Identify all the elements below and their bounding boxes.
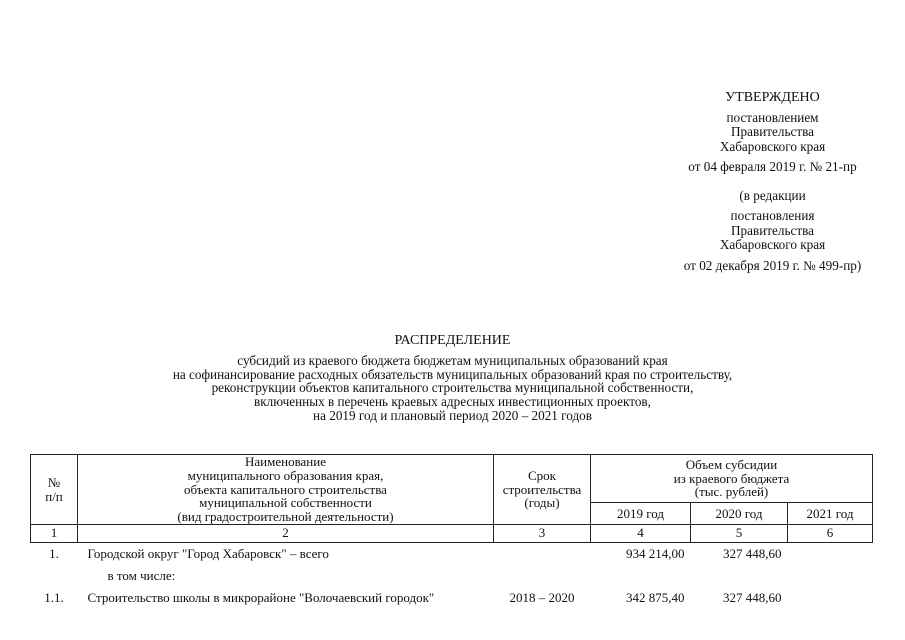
column-number: 3 bbox=[494, 525, 591, 543]
header-volume-line: (тыс. рублей) bbox=[694, 484, 769, 500]
row-number: 1. bbox=[49, 545, 59, 561]
row-period bbox=[494, 543, 591, 566]
column-number: 2 bbox=[78, 525, 494, 543]
edition-open: (в редакции bbox=[739, 187, 806, 203]
title-line: субсидий из краевого бюджета бюджетам муниципальных образований края bbox=[237, 352, 668, 368]
header-name bbox=[78, 455, 494, 525]
row-period: 2018 – 2020 bbox=[509, 589, 575, 605]
header-year-2019: 2019 год bbox=[591, 503, 691, 525]
header-period-line: (годы) bbox=[524, 495, 560, 511]
approval-decree-date: от 04 февраля 2019 г. № 21-пр bbox=[688, 159, 857, 175]
column-number: 4 bbox=[591, 525, 691, 543]
title-line: включенных в перечень краевых адресных инвестиционных проектов, bbox=[254, 394, 651, 410]
header-year-2021: 2021 год bbox=[788, 503, 873, 525]
title-line: на 2019 год и плановый период 2020 – 2021 годов bbox=[313, 408, 592, 424]
row-number bbox=[31, 565, 78, 587]
header-number bbox=[31, 455, 78, 525]
row-value-2019 bbox=[591, 565, 691, 587]
table-row bbox=[31, 587, 873, 609]
edition-date: от 02 декабря 2019 г. № 499-пр) bbox=[683, 257, 862, 273]
row-value-2019: 934 214,00 bbox=[626, 545, 685, 561]
column-numbers-row bbox=[31, 525, 873, 543]
row-value-2021 bbox=[788, 565, 873, 587]
edition-line3: Хабаровского края bbox=[719, 237, 826, 253]
row-value-2019: 342 875,40 bbox=[626, 589, 685, 605]
header-period-line: строительства bbox=[502, 481, 582, 497]
row-name: Городской округ "Город Хабаровск" – всего bbox=[87, 545, 329, 561]
table-row bbox=[31, 565, 873, 587]
edition-line1: постановления bbox=[730, 208, 815, 224]
approval-decree-line3: Хабаровского края bbox=[719, 138, 826, 154]
header-number-line: № bbox=[47, 474, 61, 490]
title-main: РАСПРЕДЕЛЕНИЕ bbox=[394, 333, 511, 348]
header-year-2020: 2020 год bbox=[691, 503, 788, 525]
row-value-2020: 327 448,60 bbox=[723, 589, 782, 605]
row-name: Строительство школы в микрорайоне "Волочаевский городок" bbox=[87, 589, 435, 605]
approval-decree-line1: постановлением bbox=[726, 109, 819, 125]
row-value-2021 bbox=[788, 587, 873, 609]
header-period bbox=[494, 455, 591, 525]
table-row bbox=[31, 543, 873, 566]
column-number: 1 bbox=[31, 525, 78, 543]
row-value-2021 bbox=[788, 543, 873, 566]
header-period-line: Срок bbox=[528, 468, 556, 484]
approval-decree-line2: Правительства bbox=[731, 124, 814, 140]
title-line: на софинансирование расходных обязательств муниципальных образований края по строительству, bbox=[172, 366, 733, 382]
approval-heading: УТВЕРЖДЕНО bbox=[725, 90, 820, 105]
header-volume bbox=[591, 455, 873, 503]
row-period bbox=[494, 565, 591, 587]
header-volume-line: из краевого бюджета bbox=[673, 470, 790, 486]
column-number: 5 bbox=[691, 525, 788, 543]
header-name-line: муниципального образования края, bbox=[187, 468, 384, 484]
row-number: 1.1. bbox=[44, 589, 64, 605]
row-value-2020: 327 448,60 bbox=[723, 545, 782, 561]
title-line: реконструкции объектов капитального строительства муниципальной собственности, bbox=[211, 380, 694, 396]
approval-block bbox=[660, 90, 885, 273]
header-name-line: (вид градостроительной деятельности) bbox=[177, 508, 394, 524]
document-title bbox=[90, 333, 815, 423]
header-name-line: объекта капитального строительства bbox=[184, 481, 387, 497]
row-name: в том числе: bbox=[107, 567, 176, 583]
edition-line2: Правительства bbox=[731, 222, 814, 238]
row-value-2020 bbox=[691, 565, 788, 587]
header-name-line: Наименование bbox=[245, 454, 326, 470]
column-number: 6 bbox=[788, 525, 873, 543]
distribution-table bbox=[30, 454, 873, 609]
header-volume-line: Объем субсидии bbox=[685, 457, 778, 473]
header-name-line: муниципальной собственности bbox=[199, 495, 372, 511]
header-number-line: п/п bbox=[45, 488, 63, 504]
